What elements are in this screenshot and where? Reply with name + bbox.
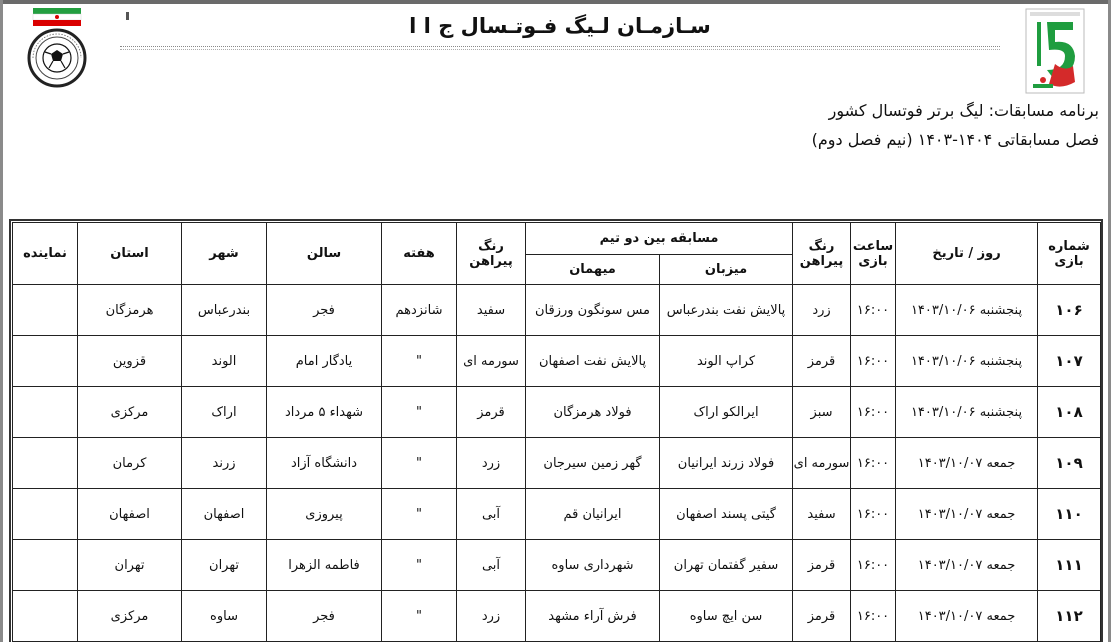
guest-team-cell: پالایش نفت اصفهان — [526, 336, 660, 387]
host-team-cell: ایرالکو اراک — [660, 387, 793, 438]
guest-color-cell: سورمه ای — [457, 336, 526, 387]
hall-cell: یادگار امام — [267, 336, 382, 387]
host-team-cell: سفیر گفتمان تهران — [660, 540, 793, 591]
guest-color-cell: آبی — [457, 489, 526, 540]
game-number-cell: ۱۱۰ — [1038, 489, 1101, 540]
host-color-cell: زرد — [793, 285, 851, 336]
representative-cell — [13, 336, 78, 387]
header-guest: میهمان — [526, 255, 660, 285]
date-cell: پنجشنبه ۱۴۰۳/۱۰/۰۶ — [896, 285, 1038, 336]
time-cell: ۱۶:۰۰ — [851, 489, 896, 540]
header-hall: سالن — [267, 223, 382, 285]
city-cell: اراک — [182, 387, 267, 438]
host-color-cell: سورمه ای — [793, 438, 851, 489]
province-cell: هرمزگان — [78, 285, 182, 336]
representative-cell — [13, 387, 78, 438]
header-week: هفته — [382, 223, 457, 285]
date-cell: پنجشنبه ۱۴۰۳/۱۰/۰۶ — [896, 387, 1038, 438]
scan-left-edge — [0, 0, 3, 642]
time-cell: ۱۶:۰۰ — [851, 336, 896, 387]
city-cell: ساوه — [182, 591, 267, 642]
ffiri-emblem-icon — [25, 6, 89, 88]
scan-top-edge — [0, 0, 1111, 4]
week-cell: " — [382, 540, 457, 591]
header-host-color: رنگ پیراهن — [793, 223, 851, 285]
representative-cell — [13, 591, 78, 642]
city-cell: اصفهان — [182, 489, 267, 540]
guest-team-cell: شهرداری ساوه — [526, 540, 660, 591]
game-number-cell: ۱۱۲ — [1038, 591, 1101, 642]
guest-color-cell: سفید — [457, 285, 526, 336]
guest-team-cell: فرش آراء مشهد — [526, 591, 660, 642]
province-cell: کرمان — [78, 438, 182, 489]
host-color-cell: قرمز — [793, 591, 851, 642]
header-game-number: شماره بازی — [1038, 223, 1101, 285]
table-row — [13, 285, 1101, 336]
week-cell: " — [382, 387, 457, 438]
game-number-cell: ۱۰۷ — [1038, 336, 1101, 387]
province-cell: قزوین — [78, 336, 182, 387]
date-cell: جمعه ۱۴۰۳/۱۰/۰۷ — [896, 540, 1038, 591]
time-cell: ۱۶:۰۰ — [851, 285, 896, 336]
table-row — [13, 489, 1101, 540]
host-color-cell: سفید — [793, 489, 851, 540]
date-cell: جمعه ۱۴۰۳/۱۰/۰۷ — [896, 489, 1038, 540]
header-province: استان — [78, 223, 182, 285]
city-cell: بندرعباس — [182, 285, 267, 336]
representative-cell — [13, 540, 78, 591]
week-cell: شانزدهم — [382, 285, 457, 336]
scan-mark — [126, 12, 129, 20]
header-city: شهر — [182, 223, 267, 285]
schedule-table — [12, 222, 1101, 642]
guest-team-cell: فولاد هرمزگان — [526, 387, 660, 438]
table-row — [13, 540, 1101, 591]
representative-cell — [13, 285, 78, 336]
date-cell: جمعه ۱۴۰۳/۱۰/۰۷ — [896, 438, 1038, 489]
date-cell: جمعه ۱۴۰۳/۱۰/۰۷ — [896, 591, 1038, 642]
game-number-cell: ۱۰۸ — [1038, 387, 1101, 438]
host-team-cell: فولاد زرند ایرانیان — [660, 438, 793, 489]
representative-cell — [13, 438, 78, 489]
hall-cell: پیروزی — [267, 489, 382, 540]
game-number-cell: ۱۰۶ — [1038, 285, 1101, 336]
week-cell: " — [382, 591, 457, 642]
hall-cell: دانشگاه آزاد — [267, 438, 382, 489]
hall-cell: فجر — [267, 285, 382, 336]
header-time: ساعت بازی — [851, 223, 896, 285]
game-number-cell: ۱۰۹ — [1038, 438, 1101, 489]
title-divider — [120, 46, 1000, 47]
header-date: روز / تاریخ — [896, 223, 1038, 285]
host-color-cell: قرمز — [793, 540, 851, 591]
time-cell: ۱۶:۰۰ — [851, 387, 896, 438]
host-team-cell: پالایش نفت بندرعباس — [660, 285, 793, 336]
header-representative: نماینده — [13, 223, 78, 285]
game-number-cell: ۱۱۱ — [1038, 540, 1101, 591]
season-label: فصل مسابقاتی ۱۴۰۴-۱۴۰۳ (نیم فصل دوم) — [811, 130, 1099, 149]
representative-cell — [13, 489, 78, 540]
host-color-cell: سبز — [793, 387, 851, 438]
page-title: سـازمـان لـيگ فـوتـسال ج ا ا — [409, 14, 711, 38]
host-team-cell: سن ایچ ساوه — [660, 591, 793, 642]
header-host: میزبان — [660, 255, 793, 285]
title-divider-secondary — [120, 49, 1000, 50]
hall-cell: فجر — [267, 591, 382, 642]
guest-color-cell: زرد — [457, 438, 526, 489]
guest-team-cell: ایرانیان قم — [526, 489, 660, 540]
table-row — [13, 336, 1101, 387]
guest-color-cell: زرد — [457, 591, 526, 642]
week-cell: " — [382, 438, 457, 489]
host-color-cell: قرمز — [793, 336, 851, 387]
table-row — [13, 387, 1101, 438]
guest-color-cell: آبی — [457, 540, 526, 591]
time-cell: ۱۶:۰۰ — [851, 591, 896, 642]
competition-name: برنامه مسابقات: لیگ برتر فوتسال کشور — [828, 101, 1099, 120]
futsal-league-logo-icon — [1025, 8, 1085, 94]
time-cell: ۱۶:۰۰ — [851, 438, 896, 489]
date-cell: پنجشنبه ۱۴۰۳/۱۰/۰۶ — [896, 336, 1038, 387]
guest-team-cell: گهر زمین سیرجان — [526, 438, 660, 489]
guest-team-cell: مس سونگون ورزقان — [526, 285, 660, 336]
header-match: مسابقه بین دو تیم — [526, 223, 793, 255]
city-cell: زرند — [182, 438, 267, 489]
table-row — [13, 438, 1101, 489]
time-cell: ۱۶:۰۰ — [851, 540, 896, 591]
week-cell: " — [382, 489, 457, 540]
province-cell: اصفهان — [78, 489, 182, 540]
table-row — [13, 591, 1101, 642]
header-guest-color: رنگ پیراهن — [457, 223, 526, 285]
city-cell: تهران — [182, 540, 267, 591]
hall-cell: شهداء ۵ مرداد — [267, 387, 382, 438]
province-cell: تهران — [78, 540, 182, 591]
hall-cell: فاطمه الزهرا — [267, 540, 382, 591]
province-cell: مرکزی — [78, 387, 182, 438]
host-team-cell: کراپ الوند — [660, 336, 793, 387]
province-cell: مرکزی — [78, 591, 182, 642]
guest-color-cell: قرمز — [457, 387, 526, 438]
host-team-cell: گیتی پسند اصفهان — [660, 489, 793, 540]
week-cell: " — [382, 336, 457, 387]
city-cell: الوند — [182, 336, 267, 387]
